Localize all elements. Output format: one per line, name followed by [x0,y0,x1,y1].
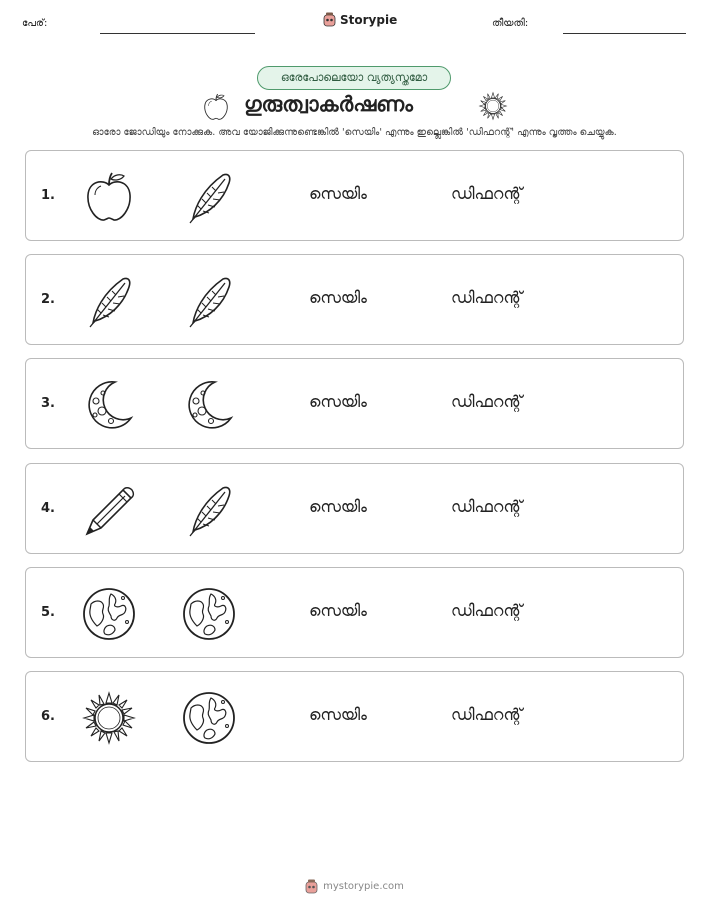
moon-icon [81,377,137,433]
name-label: പേര്: [22,18,48,29]
earth-icon [181,586,237,642]
earth-icon [81,586,137,642]
question-number: 5. [41,605,55,620]
different-option[interactable]: ഡിഫറന്റ് [451,705,523,724]
earth-icon [181,690,237,746]
pencil-icon [81,482,137,538]
same-option[interactable]: സെയിം [309,497,367,516]
same-option[interactable]: സെയിം [309,184,367,203]
feather-icon [181,482,237,538]
question-row [25,254,684,345]
footer-url: mystorypie.com [323,881,404,892]
different-option[interactable]: ഡിഫറന്റ് [451,288,523,307]
same-option[interactable]: സെയിം [309,705,367,724]
question-row [25,567,684,658]
question-number: 6. [41,709,55,724]
different-option[interactable]: ഡിഫറന്റ് [451,601,523,620]
different-option[interactable]: ഡിഫറന്റ് [451,184,523,203]
moon-icon [181,377,237,433]
worksheet-header [0,0,709,40]
feather-icon [181,169,237,225]
instructions: ഓരോ ജോഡിയും നോക്കുക. അവ യോജിക്കുന്നുണ്ടെങ്കിൽ 'സെയിം' എന്നും ഇല്ലെങ്കിൽ 'ഡിഫറന്റ്' എന്നും വൃത്തം ചെയ്യുക. [92,127,617,138]
date-label: തീയതി: [492,18,529,29]
feather-icon [181,273,237,329]
storypie-logo-icon [305,879,318,894]
page-title: ഗുരുത്വാകർഷണം [244,92,413,116]
question-number: 4. [41,501,55,516]
question-number: 2. [41,292,55,307]
apple-icon [81,169,137,225]
brand-name: Storypie [340,12,398,27]
different-option[interactable]: ഡിഫറന്റ് [451,497,523,516]
name-line [100,33,255,34]
question-row [25,150,684,241]
question-number: 1. [41,188,55,203]
apple-icon [201,92,231,122]
question-row [25,358,684,449]
feather-icon [81,273,137,329]
different-option[interactable]: ഡിഫറന്റ് [451,392,523,411]
same-option[interactable]: സെയിം [309,601,367,620]
same-option[interactable]: സെയിം [309,288,367,307]
question-number: 3. [41,396,55,411]
question-row [25,671,684,762]
storypie-logo-icon [323,12,336,27]
footer [0,879,709,894]
sun-icon [478,91,508,121]
worksheet-type-badge: ഒരേപോലെയോ വ്യത്യസ്തമോ [257,66,451,90]
same-option[interactable]: സെയിം [309,392,367,411]
title-area [0,90,709,124]
date-line [563,33,686,34]
sun-icon [81,690,137,746]
question-row [25,463,684,554]
brand [323,12,397,27]
